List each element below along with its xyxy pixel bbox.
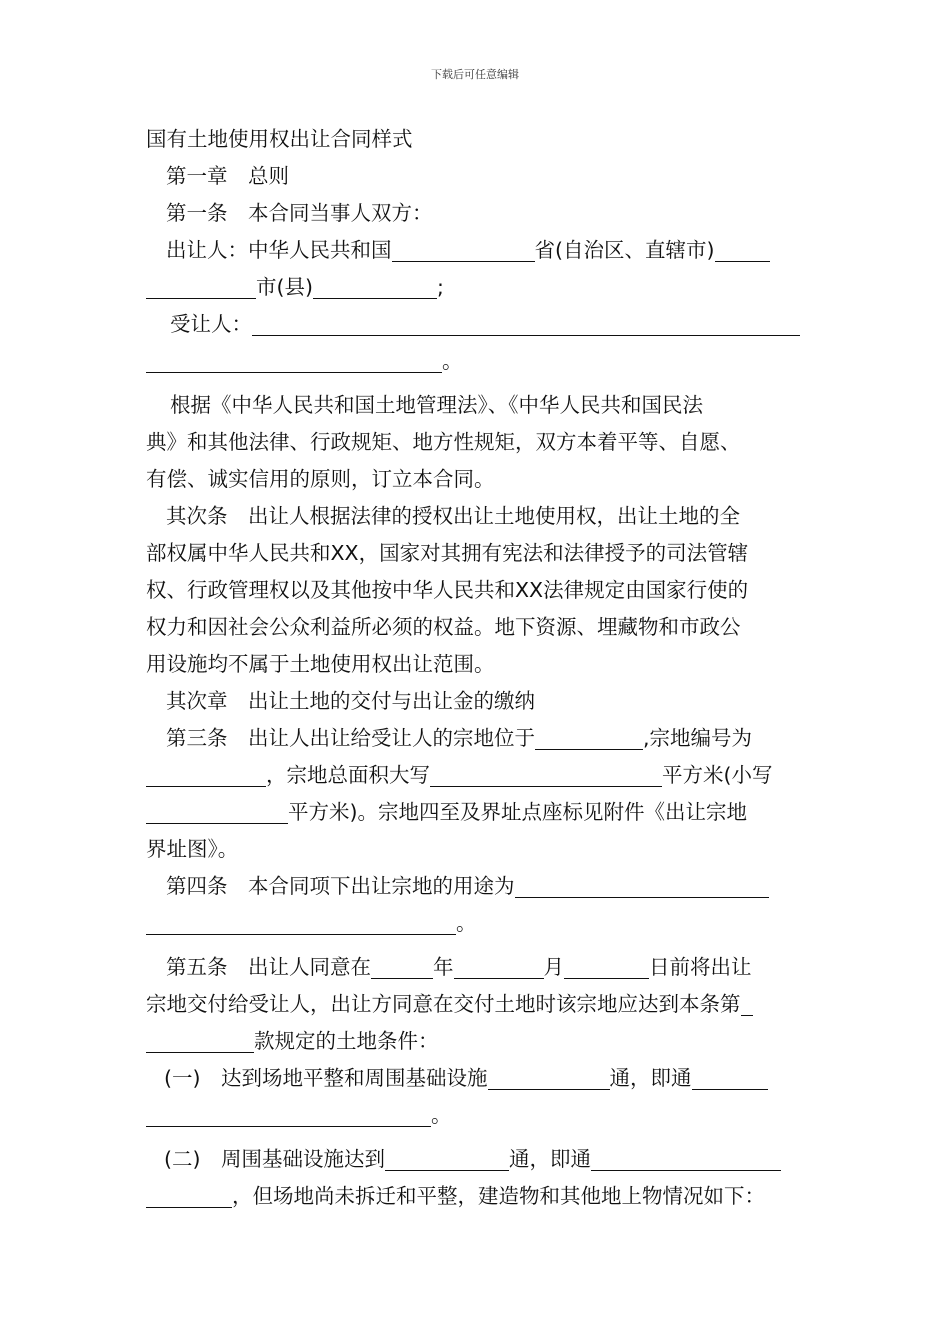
- article-3-line: ，宗地总面积大写 平方米(小写: [146, 757, 806, 794]
- page-header-note: 下载后可任意编辑: [431, 68, 519, 81]
- blank-transferee-part1[interactable]: [252, 311, 800, 336]
- item-1-line-2: 。: [146, 1097, 806, 1134]
- article-2-line: 其次条 出让人根据法律的授权出让土地使用权，出让土地的全: [166, 504, 740, 528]
- blank-item1-detail-part2[interactable]: [146, 1102, 431, 1127]
- basis-para-line: 典》和其他法律、行政规矩、地方性规矩，双方本着平等、自愿、: [146, 430, 741, 454]
- blank-land-use-part1[interactable]: [515, 873, 769, 898]
- blank-clause-part1[interactable]: [741, 991, 753, 1016]
- article-2-line: 用设施均不属于土地使用权出让范围。: [146, 652, 495, 676]
- article-2-line: 权、行政管理权以及其他按中华人民共和XX法律规定由国家行使的: [146, 578, 749, 602]
- basis-para-line: 有偿、诚实信用的原则，订立本合同。: [146, 467, 495, 491]
- transferor-line-2: 市(县) ;: [146, 269, 806, 306]
- chapter-2-heading: 其次章 出让土地的交付与出让金的缴纳: [166, 689, 535, 713]
- article-1: 第一条 本合同当事人双方：: [166, 201, 433, 225]
- blank-month[interactable]: [454, 954, 544, 979]
- blank-item1-count[interactable]: [488, 1065, 610, 1090]
- document-title: 国有土地使用权出让合同样式: [146, 127, 413, 151]
- article-3-line: 平方米)。宗地四至及界址点座标见附件《出让宗地: [146, 794, 806, 831]
- item-1-line: (一) 达到场地平整和周围基础设施 通，即通: [146, 1060, 806, 1097]
- blank-province[interactable]: [392, 237, 535, 262]
- article-3-line: 第三条 出让人出让给受让人的宗地位于 ,宗地编号为: [166, 726, 753, 750]
- blank-parcel-location[interactable]: [535, 725, 643, 750]
- article-4-line: 第四条 本合同项下出让宗地的用途为: [146, 868, 806, 905]
- contract-body: [146, 121, 806, 1215]
- blank-county[interactable]: [313, 274, 437, 299]
- item-2-line: (二) 周围基础设施达到 通，即通: [146, 1141, 806, 1178]
- blank-land-use-part2[interactable]: [146, 910, 456, 935]
- item-2-line-2: ，但场地尚未拆迁和平整，建造物和其他地上物情况如下：: [146, 1178, 806, 1215]
- transferee-line: 受让人：: [146, 306, 806, 343]
- blank-city-part2[interactable]: [146, 274, 256, 299]
- basis-para-line: 根据《中华人民共和国土地管理法》、《中华人民共和国民法: [170, 393, 703, 417]
- article-2-line: 部权属中华人民共和XX，国家对其拥有宪法和法律授予的司法管辖: [146, 541, 749, 565]
- article-5-line: 款规定的土地条件：: [146, 1023, 806, 1060]
- blank-parcel-number[interactable]: [146, 762, 266, 787]
- blank-clause-part2[interactable]: [146, 1028, 254, 1053]
- transferee-line-2: 。: [146, 343, 806, 380]
- blank-area-number[interactable]: [146, 799, 288, 824]
- blank-item2-count[interactable]: [385, 1146, 509, 1171]
- blank-item2-detail-part1[interactable]: [591, 1146, 781, 1171]
- blank-area-words[interactable]: [430, 762, 662, 787]
- blank-city-part1[interactable]: [715, 237, 770, 262]
- article-5-line: 宗地交付给受让人，出让方同意在交付土地时该宗地应达到本条第: [146, 986, 806, 1023]
- article-4-line-2: 。: [146, 905, 806, 942]
- blank-item1-detail-part1[interactable]: [692, 1065, 768, 1090]
- chapter-1-heading: 第一章 总则: [166, 164, 289, 188]
- blank-year[interactable]: [371, 954, 433, 979]
- transferor-line: 出让人：中华人民共和国 省(自治区、直辖市): [146, 232, 806, 269]
- article-2-line: 权力和因社会公众利益所必须的权益。地下资源、埋藏物和市政公: [146, 615, 741, 639]
- blank-transferee-part2[interactable]: [146, 348, 442, 373]
- article-3-line: 界址图》。: [146, 837, 239, 861]
- article-5-line: 第五条 出让人同意在 年 月 日前将出让: [166, 955, 752, 979]
- blank-day[interactable]: [564, 954, 649, 979]
- blank-item2-detail-part2[interactable]: [146, 1183, 232, 1208]
